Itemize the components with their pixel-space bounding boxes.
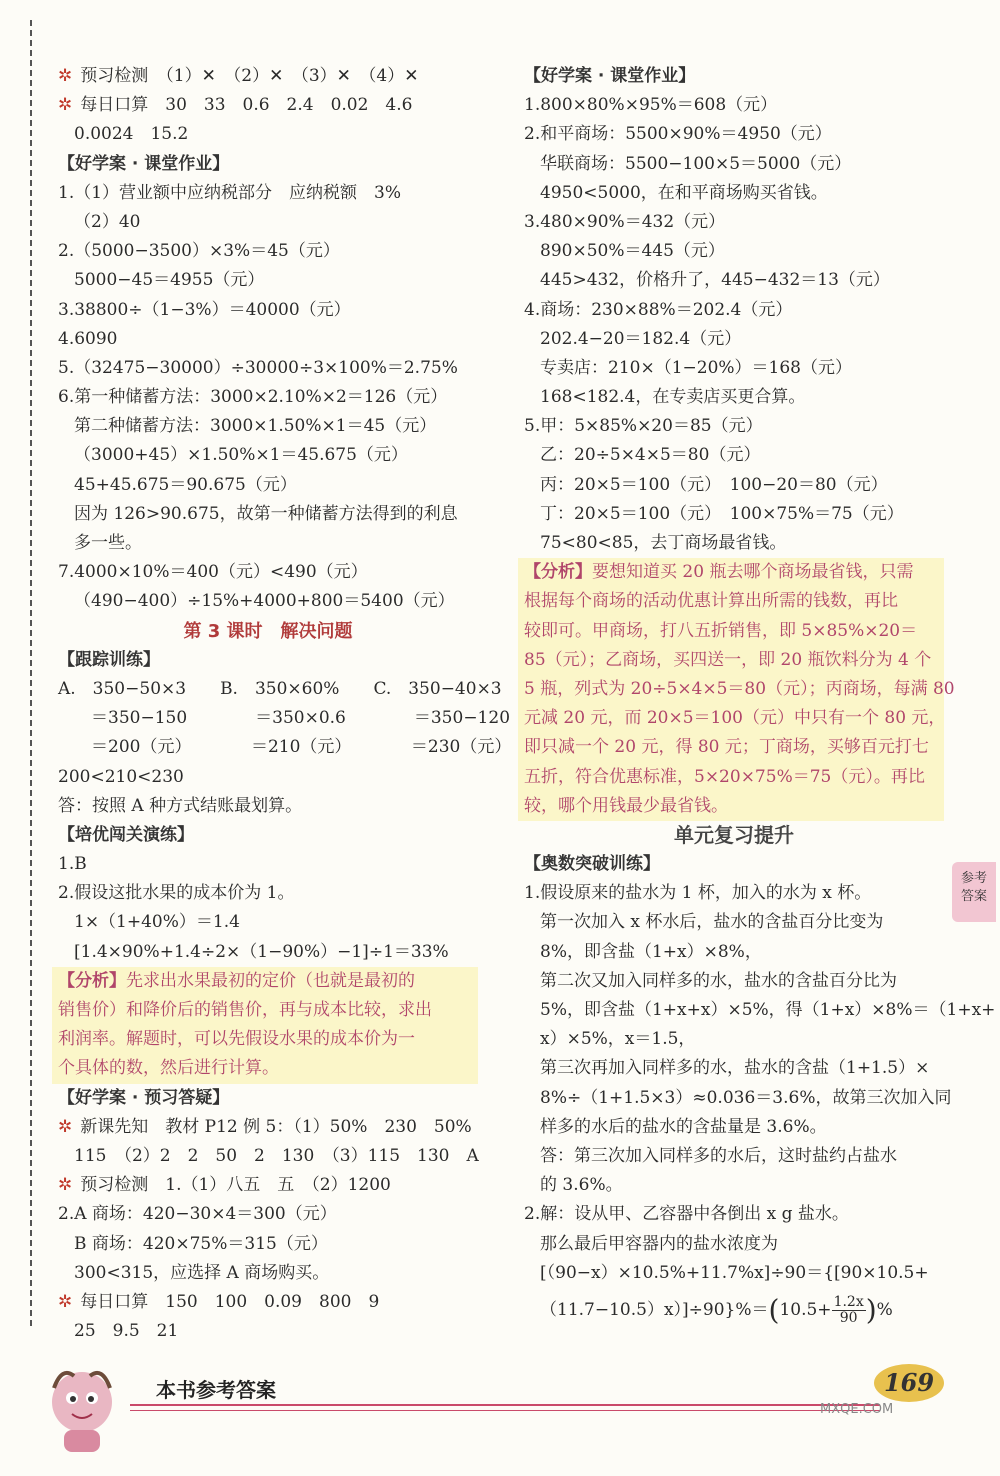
answer-line: 5000−45＝4955（元） — [74, 270, 265, 291]
answer-line: 4.商场：230×88%＝202.4（元） — [524, 299, 793, 320]
answer-line: 2.假设这批水果的成本价为 1。 — [58, 883, 295, 904]
answer-line: 华联商场：5500−100×5＝5000（元） — [540, 153, 852, 174]
answer-line: 5.甲：5×85%×20＝85（元） — [524, 416, 763, 437]
answer-line: ＝200（元） ＝210（元） ＝230（元） — [74, 737, 512, 758]
unit-review-title: 单元复习提升 — [674, 822, 794, 847]
analysis-line — [518, 558, 944, 587]
answer-line: 6.第一种储蓄方法：3000×2.10%×2＝126（元） — [58, 387, 448, 408]
answer-line: 4950<5000，在和平商场购买省钱。 — [540, 182, 828, 203]
answer-line: 2.A 商场：420−30×4＝300（元） — [58, 1204, 337, 1225]
section-heading: 【培优闯关演练】 — [58, 824, 194, 845]
answer-line: 445>432，价格升了，445−432＝13（元） — [540, 270, 890, 291]
cut-line — [30, 20, 32, 1326]
answer-line: 300<315，应选择 A 商场购买。 — [74, 1262, 330, 1283]
analysis-line — [518, 646, 944, 675]
flower-bullet-icon: ✲ — [58, 66, 73, 86]
answer-line — [58, 1288, 478, 1317]
formula-suffix: % — [876, 1299, 893, 1320]
analysis-line — [518, 617, 944, 646]
fraction-numerator: 1.2x — [833, 1293, 864, 1310]
answer-text: 预习检测 （1）✕ （2）✕ （3）✕ （4）✕ — [80, 66, 419, 86]
answer-line — [58, 1113, 478, 1142]
page-footer — [0, 1352, 1000, 1476]
answer-line: 多一些。 — [74, 533, 142, 553]
answer-line: 的 3.6%。 — [540, 1175, 623, 1196]
analysis-text: 根据每个商场的活动优惠计算出所需的钱数，再比 — [524, 591, 898, 612]
answer-text: 预习检测 1.（1）八五 五 （2）1200 — [80, 1175, 391, 1196]
formula-fraction — [832, 1295, 866, 1326]
answer-line: （3000+45）×1.50%×1＝45.675（元） — [74, 445, 408, 466]
answer-line: 1×（1+40%）＝1.4 — [74, 912, 240, 933]
analysis-text: 要想知道买 20 瓶去哪个商场最省钱，只需 — [592, 562, 914, 583]
footer-divider — [130, 1404, 880, 1406]
answer-line — [58, 91, 478, 120]
answer-line: 25 9.5 21 — [74, 1321, 179, 1342]
analysis-line — [518, 587, 944, 616]
answer-line: 那么最后甲容器内的盐水浓度为 — [540, 1233, 778, 1254]
analysis-line — [52, 1054, 478, 1083]
answer-line: 丙：20×5＝100（元） 100−20＝80（元） — [540, 474, 888, 495]
analysis-text: 即只减一个 20 元，得 80 元；丁商场，买够百元打七 — [524, 737, 929, 758]
answer-line: 5.（32475−30000）÷30000÷3×100%＝2.75% — [58, 357, 458, 378]
flower-bullet-icon: ✲ — [58, 1175, 73, 1196]
answer-line: B 商场：420×75%＝315（元） — [74, 1233, 328, 1254]
left-column — [58, 62, 512, 1346]
answer-line: 45+45.675＝90.675（元） — [74, 474, 297, 495]
side-tab-answers — [952, 862, 996, 922]
answer-line: 2.和平商场：5500×90%＝4950（元） — [524, 124, 832, 145]
answer-line: 115 （2）2 2 50 2 130 （3）115 130 A — [74, 1145, 479, 1166]
analysis-text: 销售价）和降价后的销售价，再与成本比较，求出 — [58, 1000, 432, 1020]
footer-divider-thin — [130, 1410, 880, 1411]
answer-line: 专卖店：210×（1−20%）＝168（元） — [540, 357, 852, 378]
answer-line: 8%，即含盐（1+x）×8%， — [540, 941, 762, 962]
analysis-text: 较即可。甲商场，打八五折销售，即 5×85%×20＝ — [524, 620, 918, 641]
answer-line: 2.（5000−3500）×3%＝45（元） — [58, 241, 340, 262]
answer-line: （490−400）÷15%+4000+800＝5400（元） — [74, 591, 455, 612]
answer-line: 丁：20×5＝100（元） 100×75%＝75（元） — [540, 503, 904, 524]
footer-title: 本书参考答案 — [156, 1378, 276, 1402]
analysis-line — [52, 1025, 478, 1054]
analysis-text: 5 瓶，列式为 20÷5×4×5＝80（元）；丙商场，每满 80 — [524, 678, 955, 699]
answer-line — [58, 62, 478, 91]
section-heading: 【好学案 · 课堂作业】 — [524, 66, 696, 86]
analysis-text: 个具体的数，然后进行计算。 — [58, 1058, 279, 1079]
site-watermark: MXQE.COM — [820, 1402, 894, 1417]
analysis-text: 85（元）；乙商场，买四送一，即 20 瓶饮料分为 4 个 — [524, 649, 932, 670]
answer-line: 第一次加入 x 杯水后，盐水的含盐百分比变为 — [540, 912, 884, 933]
analysis-line — [518, 733, 944, 762]
answer-text: 每日口算 30 33 0.6 2.4 0.02 4.6 — [80, 95, 413, 116]
page-number: 169 — [874, 1364, 944, 1402]
answer-line: 0.0024 15.2 — [74, 124, 189, 145]
answer-line: 3.480×90%＝432（元） — [524, 211, 726, 232]
section-heading: 【好学案 · 预习答疑】 — [58, 1087, 230, 1108]
section-heading: 【奥数突破训练】 — [524, 854, 660, 875]
answer-line: 1.假设原来的盐水为 1 杯，加入的水为 x 杯。 — [524, 883, 872, 904]
answer-line: [1.4×90%+1.4÷2×（1−90%）−1]÷1＝33% — [74, 941, 449, 962]
answer-line — [58, 1171, 478, 1200]
section-heading: 【跟踪训练】 — [58, 649, 160, 670]
answer-line: 乙：20÷5×4×5＝80（元） — [540, 445, 761, 466]
fraction-denominator: 90 — [839, 1309, 858, 1326]
formula-prefix: （11.7−10.5）x）]÷90}%＝ — [540, 1299, 769, 1320]
formula-line — [524, 1288, 944, 1332]
answer-line: 第三次再加入同样多的水，盐水的含盐（1+1.5）× — [540, 1058, 930, 1079]
analysis-tag: 【分析】 — [524, 562, 592, 583]
answer-line: 4.6090 — [58, 328, 118, 349]
answer-line: 168<182.4，在专卖店买更合算。 — [540, 387, 806, 408]
analysis-line — [518, 704, 944, 733]
answer-line: [（90−x）×10.5%+11.7%x]÷90＝{[90×10.5+ — [540, 1262, 929, 1283]
analysis-line — [518, 763, 944, 792]
answer-line: 3.38800÷（1−3%）＝40000（元） — [58, 299, 351, 320]
answer-line: 1.800×80%×95%＝608（元） — [524, 95, 778, 116]
formula-close-paren: ) — [865, 1293, 877, 1327]
answer-line: 因为 126>90.675，故第一种储蓄方法得到的利息 — [74, 503, 458, 524]
answer-text: 每日口算 150 100 0.09 800 9 — [80, 1291, 380, 1312]
formula-open-paren: ( — [768, 1293, 780, 1327]
answer-line: 答：按照 A 种方式结账最划算。 — [58, 795, 303, 816]
answer-line: 第二次又加入同样多的水，盐水的含盐百分比为 — [540, 970, 897, 991]
analysis-line — [52, 996, 478, 1025]
lesson-title: 第 3 课时 解决问题 — [183, 620, 353, 642]
answer-line: 8%÷（1+1.5×3）≈0.036＝3.6%，故第三次加入同 — [540, 1087, 952, 1108]
answer-line: 2.解：设从甲、乙容器中各倒出 x g 盐水。 — [524, 1204, 849, 1225]
answer-line: 1.B — [58, 854, 87, 875]
flower-bullet-icon: ✲ — [58, 95, 73, 116]
answer-line: x）×5%，x＝1.5， — [540, 1029, 696, 1050]
answer-line: A. 350−50×3 B. 350×60% C. 350−40×3 — [58, 678, 502, 699]
analysis-text: 先求出水果最初的定价（也就是最初的 — [126, 970, 415, 991]
answer-line: 7.4000×10%＝400（元）<490（元） — [58, 562, 368, 583]
answer-line: 75<80<85，去丁商场最省钱。 — [540, 533, 787, 553]
analysis-text: 元减 20 元，而 20×5＝100（元）中只有一个 80 元， — [524, 708, 946, 729]
answer-line: 5%，即含盐（1+x+x）×5%，得（1+x）×8%＝（1+x+ — [540, 1000, 996, 1020]
answer-line: （2）40 — [74, 211, 141, 232]
section-heading: 【好学案 · 课堂作业】 — [58, 153, 230, 174]
analysis-line — [518, 675, 955, 704]
formula-base: 10.5+ — [779, 1299, 832, 1320]
analysis-tag: 【分析】 — [58, 970, 126, 991]
answer-line: 202.4−20＝182.4（元） — [540, 328, 742, 349]
answer-line: ＝350−150 ＝350×0.6 ＝350−120 — [74, 708, 511, 729]
analysis-text: 较，哪个用钱最少最省钱。 — [524, 795, 728, 816]
answer-line: 样多的水后的盐水的含盐量是 3.6%。 — [540, 1116, 827, 1137]
answer-text: 新课先知 教材 P12 例 5：（1）50% 230 50% — [80, 1116, 472, 1137]
flower-bullet-icon: ✲ — [58, 1291, 73, 1312]
answer-line: 890×50%＝445（元） — [540, 241, 725, 262]
side-tab-label: 参考答案 — [960, 871, 987, 904]
analysis-text: 五折，符合优惠标准，5×20×75%＝75（元）。再比 — [524, 766, 925, 787]
analysis-line — [518, 792, 944, 821]
analysis-line — [52, 967, 478, 996]
analysis-text: 利润率。解题时，可以先假设水果的成本价为一 — [58, 1029, 415, 1050]
answer-line: 200<210<230 — [58, 766, 184, 787]
answer-line: 第二种储蓄方法：3000×1.50%×1＝45（元） — [74, 416, 437, 437]
answer-line: 答：第三次加入同样多的水后，这时盐约占盐水 — [540, 1145, 897, 1166]
mascot-icon — [34, 1358, 130, 1458]
answer-line: 1.（1）营业额中应纳税部分 应纳税额 3% — [58, 182, 402, 203]
flower-bullet-icon: ✲ — [58, 1116, 73, 1137]
